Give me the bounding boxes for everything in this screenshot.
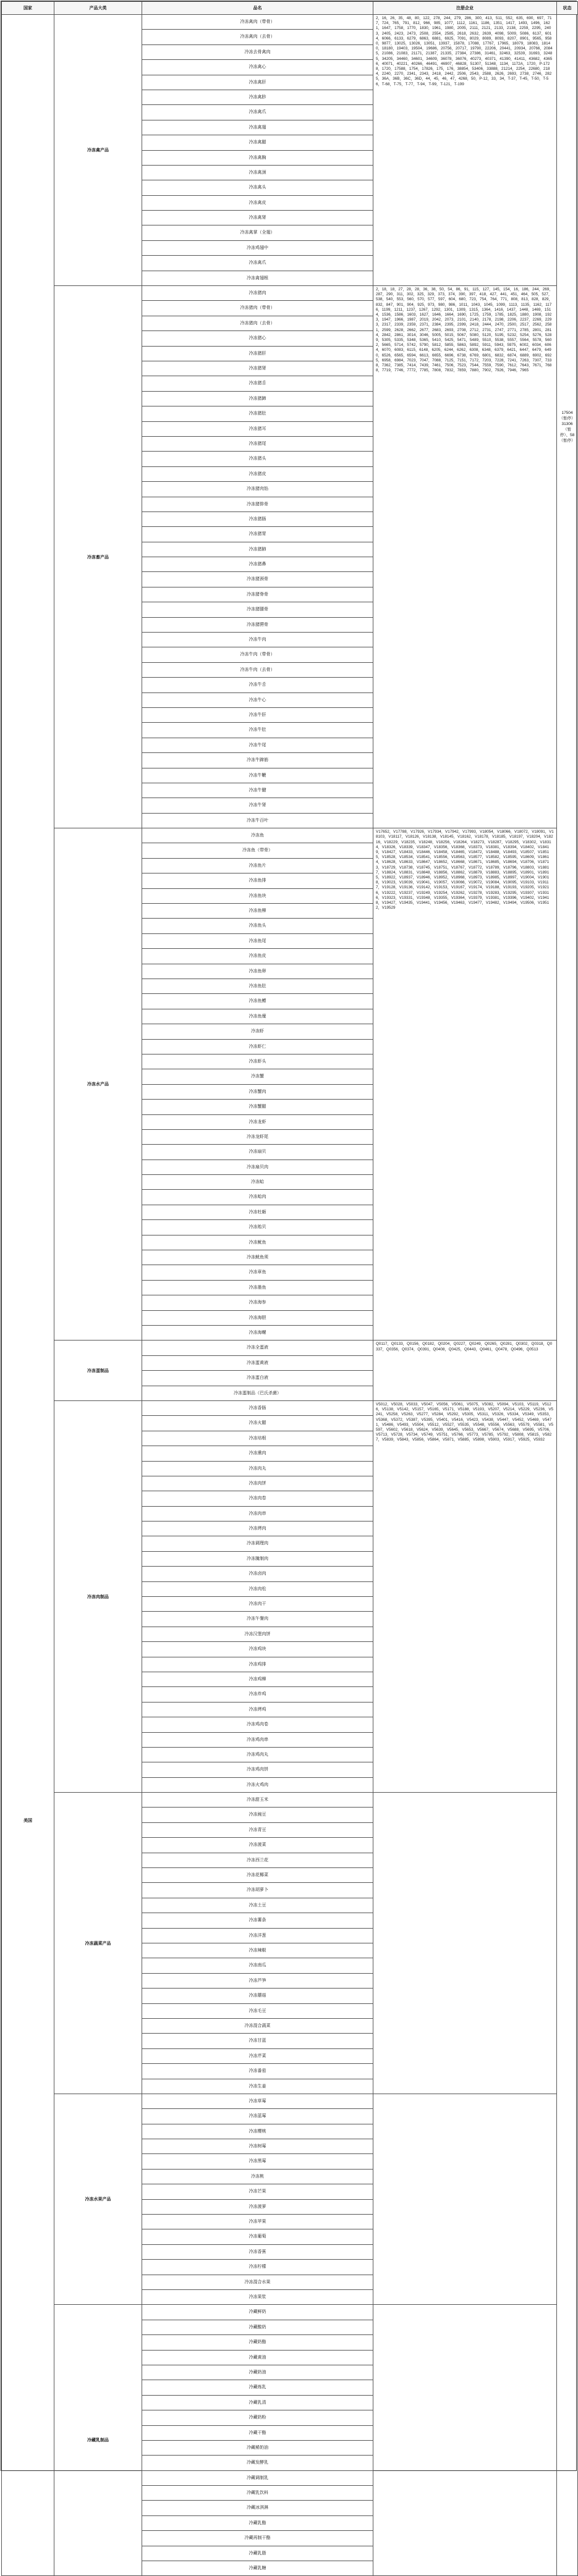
product-cell: 冷冻禽翅 [142, 120, 373, 135]
product-cell: 冷冻猪腿骨 [142, 602, 373, 617]
product-cell: 冷冻鸡肉饼 [142, 1762, 373, 1777]
product-cell: 冷冻蟹肉 [142, 1084, 373, 1099]
product-cell: 冷冻牛肉 [142, 633, 373, 647]
product-cell: 冷冻贻贝 [142, 1220, 373, 1235]
product-cell: 冷冻猪皮 [142, 466, 373, 481]
product-cell: 冷冻树莓 [142, 2139, 373, 2154]
product-cell: 冷冻牛肚 [142, 723, 373, 738]
product-cell: 冷冻扇贝 [142, 1145, 373, 1160]
product-cell: 冷冻香蕉 [142, 2244, 373, 2259]
table-row [2, 286, 578, 301]
product-cell: 冷冻洋葱 [142, 1928, 373, 1943]
product-cell: 冷冻猪腭骨 [142, 617, 373, 632]
product-cell: 冷冻西兰花 [142, 1853, 373, 1867]
product-cell: 冷藏奶粉 [142, 2410, 373, 2425]
product-cell: 冷藏炼乳 [142, 2380, 373, 2395]
product-cell: 冷冻猪头 [142, 452, 373, 466]
product-cell: 冷冻猪肾 [142, 361, 373, 376]
product-cell: 冷冻猪心 [142, 331, 373, 346]
product-cell: 冷冻青豆 [142, 1822, 373, 1837]
product-cell: 冷冻葡萄 [142, 2229, 373, 2244]
table-row [2, 1341, 578, 1355]
category-cell: 冷冻水果产品 [54, 2094, 142, 2304]
product-cell: 冷冻猪耳 [142, 421, 373, 436]
product-cell: 冷冻肉丸 [142, 1461, 373, 1476]
product-cell: 冷冻芦笋 [142, 1973, 373, 1988]
product-cell: 冷冻鱼肚 [142, 979, 373, 994]
product-cell: 冷冻汉堡肉饼 [142, 1627, 373, 1641]
product-cell: 冷冻蛤 [142, 1175, 373, 1190]
product-cell: 冷冻番茄 [142, 2064, 373, 2079]
product-cell: 冷冻猪肉 [142, 286, 373, 301]
header-region: 国家 [2, 2, 54, 15]
product-cell: 冷冻牛百叶 [142, 813, 373, 828]
product-cell: 冷冻蘑菇 [142, 1989, 373, 2003]
product-cell: 冷冻猪蹄 [142, 391, 373, 406]
enterprise-codes-cell [373, 2305, 557, 2576]
product-cell: 冷冻鱼皮 [142, 949, 373, 964]
product-cell: 冷藏干酪 [142, 2425, 373, 2440]
product-cell: 冷冻肉饼 [142, 1476, 373, 1491]
product-cell: 冷冻菠萝 [142, 2199, 373, 2214]
table-row [2, 2305, 578, 2320]
category-cell: 冷冻蛋制品 [54, 1341, 142, 1401]
product-cell: 冷冻扇贝肉 [142, 1160, 373, 1174]
product-cell: 冷冻猪肺 [142, 542, 373, 557]
product-cell: 冷冻牛肉（带骨） [142, 647, 373, 662]
product-cell: 冷冻熏肉 [142, 1446, 373, 1461]
product-cell: 冷冻猪肉（去骨） [142, 316, 373, 330]
product-cell: 冷冻牛舌 [142, 678, 373, 692]
product-cell: 冷藏黄油 [142, 2350, 373, 2365]
product-cell: 冷冻胡萝卜 [142, 1883, 373, 1898]
product-cell: 冷藏乳清 [142, 2395, 373, 2410]
product-cell: 冷冻禽皮 [142, 195, 373, 210]
product-cell: 冷冻鱼（带骨） [142, 843, 373, 858]
product-cell: 冷冻虾仁 [142, 1039, 373, 1054]
enterprise-codes-cell: V17652，V17788，V17926，V17934，V17942，V17993，V18054，V18066，V18072，V18091，V18103，V18117，V18126，V18138，V18145，V18162，V18178，V18185，V18197，V18204，V18216，V18229，V18235，V18248，V18256，V18264，V18273，V18287，V18295，V18302，V18314，V18326，V18339，V18347，V18356，V18368，V18373，V18381，V18394，V18402，V18419，V18427，V18433，V18446，V18458，V18465，V18472，V18488，V18493，V18507，V18515，V18528，V18534，V18541，V18556，V18563，V18577，V18582，V18595，V18609，V18614，V18628，V18633，V18647，V18652，V18668，V18671，V18685，V18694，V18706，V18713，V18729，V18738，V18745，V18751，V18767，V18772，V18789，V18796，V18803，V18817，V18824，V18831，V18848，V18856，V18862，V18879，V18883，V18895，V18901，V18915，V18922，V18937，V18946，V18952，V18968，V18973，V18985，V18997，V19004，V19018，V19023，V19039，V19041，V19057，V19066，V19072，V19084，V19095，V19103，V19117，V19128，V19136，V19142，V19153，V19167，V19174，V19188，V19193，V19205，V19216，V19222，V19237，V19249，V19254，V19262，V19278，V19283，V19295，V19307，V19316，V19323，V19331，V19348，V19355，V19364，V19379，V19381，V19396，V19402，V19418，V19427，V19435，V19441，V19456，V19463，V19477，V19482，V19494，V19506，V19512，V19529 [373, 828, 557, 1341]
product-cell: 冷冻鱼排 [142, 873, 373, 888]
enterprise-codes-cell: 2，18，18，27，28，28，36，38，50，54，86，91，115，127，145，154，16，186，244，269，287，290，311，302，325，329，373，374，390，397，418，427，441，451，464，505，527，538，540，553，560，570，577，597，604，680，723，754，764，771，808，813，828，829，832，847，901，904，925，973，980，986，1011，1043，1045，1099，1113，1135，1162，1176，1199，1211，1237，1267，1292，1301，1309，1315，1364，1416，1437，1448，1469，1514，1536，1586，1603，1627，1646，1664，1690，1725，1759，1785，1825，1880，1908，1923，1947，1966，1987，2019，2042，2073，2101，2140，2178，2198，2206，2237，2269，2293，2317，2339，2359，2371，2384，2395，2399，2418，2444，2470，2500，2517，2562，2581，2599，2628，2662，2677，2683，2693，2708，2712，2731，2747，2771，2785，2801，2814，2842，2861，3014，3046，5005，5015，5067，5080，5120，5195，5232，5254，5276，5289，5305，5335，5348，5365，5410，5425，5471，5489，5510，5538，5557，5564，5578，5602，5665，5714，5742，5790，5812，5855，5863，5892，5911，5943，5975，6002，6034，6064，6070，6083，6115，6148，6205，6244，6262，6308，6348，6379，6421，6447，6479，6490，6526，6565，6594，6613，6655，6696，6738，6769，6801，6832，6874，6889，6902，6925，6958，6984，7023，7047，7088，7125，7151，7172，7203，7228，7241，7263，7307，7338，7362，7385，7414，7439，7461，7506，7523，7544，7559，7590，7612，7643，7671，7688，7719，7746，7772，7785，7808，7832，7859，7880，7902，7926，7946，7965 [373, 286, 557, 828]
product-cell: 冷冻牛腱 [142, 783, 373, 798]
product-cell: 冷冻鸡柳 [142, 1672, 373, 1686]
registration-table [1, 1, 578, 2576]
product-cell: 冷藏乳酪 [142, 2515, 373, 2530]
product-cell: 冷冻龙虾尾 [142, 1129, 373, 1144]
header-remark: 状态 [557, 2, 578, 15]
product-cell: 冷冻鸡肉串 [142, 1732, 373, 1747]
product-cell: 冷冻蛋黄液 [142, 1355, 373, 1370]
product-cell: 冷冻鱿鱼 [142, 1235, 373, 1250]
product-cell: 冷冻蟹 [142, 1069, 373, 1084]
product-cell: 冷冻鱼鳔 [142, 994, 373, 1009]
product-cell: 冷藏乳饮料 [142, 2486, 373, 2501]
table-row [2, 15, 578, 30]
product-cell: 冷冻薯条 [142, 1913, 373, 1928]
category-cell: 冷冻蔬菜产品 [54, 1793, 142, 2094]
product-cell: 冷冻混合水果 [142, 2275, 373, 2289]
product-cell: 冷冻猪舌 [142, 376, 373, 391]
product-cell: 冷冻芹菜 [142, 2048, 373, 2063]
product-cell: 冷冻去骨禽肉 [142, 44, 373, 59]
product-cell: 冷冻肉松 [142, 1581, 373, 1596]
table-body [2, 15, 578, 2576]
product-cell: 冷冻鱼糜 [142, 1009, 373, 1024]
product-cell: 冷冻毛豆 [142, 2003, 373, 2018]
product-cell: 冷冻甜玉米 [142, 1793, 373, 1808]
product-cell: 冷冻炸鸡 [142, 1687, 373, 1702]
product-cell: 冷冻禽颈 [142, 165, 373, 180]
product-cell: 冷冻辣椒 [142, 1943, 373, 1958]
product-cell: 冷冻鱼卵 [142, 964, 373, 979]
enterprise-codes-cell [373, 1793, 557, 2094]
enterprise-codes-cell: 2，16，26，35，48，80，122，278，244，279，286，300，413，511，552，635，690，697，717，724，765，791，812，966，985，1077，1112，1161，1186，1351，1417，1493，1496，1621，1647，1758，1770，1830，1961，1980，2005，2111，2121，2133，2138，2259，2295，2403，2405，2423，2473，2508，2554，2585，2618，2632，2639，4098，5009，5086，6137，6014，6066，6133，6279，6863，6881，6925，7091，8029，8089，8093，8207，8901，9565，9580，9877，13025，13026，13051，13937，15878，17088，17767，17965，18079，18083，18140，18180，19403，19504，19686，20756，20717，19790，22206，20441，20934，20766，20845，21086，21083，21171，21387，21335，27384，27386，31461，32463，32539，31693，32485，34205，34460，34601，34609，36078，36076，40273，40371，41390，41411，43682，43656，40071，40221，40266，46491，46907，46828，51307，51348，1134，1172A，1720，P-1728，1720，17588，1754，17826，175，176，38854，53406，33888，21214，2254，22680，2184，2240，2270，2341，2343，2418，2442，2506，2543，2588，2626，2693，2738，2746，2825，36A，36B，36C，36D，44，45，46，47，4268，50，P-12，33，34，T-37，T-45，T-50，T-56，T-68，T-75，T-77，T-94，T-99，T-121，T-199 [373, 15, 557, 286]
header-enterprises: 注册企业 [373, 2, 557, 15]
product-cell: 冷冻黑莓 [142, 2154, 373, 2169]
product-cell: 冷冻鱼柳 [142, 904, 373, 919]
product-cell: 冷冻鱼块 [142, 888, 373, 903]
product-cell: 冷冻鸡肉卷 [142, 1717, 373, 1732]
category-cell: 冷藏乳制品 [54, 2305, 142, 2576]
product-cell: 冷冻香肠 [142, 1400, 373, 1415]
enterprise-codes-cell [373, 2094, 557, 2304]
product-cell: 冷藏奶酪 [142, 2335, 373, 2350]
product-cell: 冷冻猪肉（带骨） [142, 301, 373, 316]
product-cell: 冷藏冰淇淋 [142, 2501, 373, 2515]
product-cell: 冷冻牛肝 [142, 707, 373, 722]
product-cell: 冷冻虾 [142, 1024, 373, 1039]
product-cell: 冷冻禽爪 [142, 256, 373, 271]
product-cell: 冷冻肉串 [142, 1506, 373, 1521]
table-row [2, 1793, 578, 1808]
table-header-row [2, 2, 578, 15]
product-cell: 冷藏乳脂 [142, 2546, 373, 2561]
table-row [2, 828, 578, 843]
product-cell: 冷冻猪排骨 [142, 497, 373, 511]
product-cell: 冷冻肉干 [142, 1597, 373, 1612]
product-cell: 冷冻土豆 [142, 1898, 373, 1913]
product-cell: 冷冻海螺 [142, 1325, 373, 1340]
header-product: 品名 [142, 2, 373, 15]
product-cell: 冷藏稀奶油 [142, 2440, 373, 2455]
product-cell: 冷冻禽肝 [142, 75, 373, 90]
product-cell: 冷冻禽肉（带骨） [142, 15, 373, 30]
product-cell: 冷藏奶油 [142, 2365, 373, 2380]
product-cell: 冷冻猪脊骨 [142, 587, 373, 602]
product-cell: 冷冻混合蔬菜 [142, 2018, 373, 2033]
product-cell: 冷冻牛肾 [142, 798, 373, 813]
product-cell: 冷冻肉卷 [142, 1491, 373, 1506]
product-cell: 冷冻苹果 [142, 2215, 373, 2229]
table-row [2, 2094, 578, 2108]
category-cell: 冷冻禽产品 [54, 15, 142, 286]
product-cell: 冷冻蛋白液 [142, 1371, 373, 1386]
category-cell: 冷冻肉制品 [54, 1400, 142, 1792]
product-cell: 冷冻猪肠 [142, 511, 373, 526]
product-cell: 冷冻腌制肉 [142, 1551, 373, 1566]
product-cell: 冷藏再制干酪 [142, 2531, 373, 2546]
product-cell: 冷冻蓝莓 [142, 2109, 373, 2124]
product-cell: 冷冻培根 [142, 1431, 373, 1446]
product-cell: 冷冻龙虾 [142, 1114, 373, 1129]
product-cell: 冷冻鸡排 [142, 1657, 373, 1672]
product-cell: 冷冻菠菜 [142, 1838, 373, 1853]
registration-table-container [1, 1, 577, 2571]
product-cell: 冷冻墨鱼 [142, 1280, 373, 1295]
product-cell: 冷冻虾头 [142, 1054, 373, 1069]
region-cell: 美国 [2, 15, 54, 2576]
header-category: 产品大类 [54, 2, 142, 15]
product-cell: 冷藏发酵乳 [142, 2456, 373, 2470]
product-cell: 冷藏乳糖 [142, 2561, 373, 2576]
product-cell: 冷冻蟹腿 [142, 1100, 373, 1114]
product-cell: 冷冻桃 [142, 2169, 373, 2184]
product-cell: 冷冻禽胗 [142, 90, 373, 104]
product-cell: 冷冻豌豆 [142, 1808, 373, 1822]
product-cell: 冷冻火腿 [142, 1416, 373, 1431]
enterprise-codes-cell: Q0117，Q0133，Q0156，Q0182，Q0204，Q0227，Q0249，Q0265，Q0281，Q0302，Q0318，Q0337，Q0356，Q0374，Q0391，Q0408，Q0425，Q0443，Q0461，Q0478，Q0496，Q0513 [373, 1341, 557, 1401]
product-cell: 冷藏调制乳 [142, 2470, 373, 2485]
product-cell: 冷冻柠檬 [142, 2260, 373, 2275]
product-cell: 冷冻禽肉（去骨） [142, 30, 373, 44]
product-cell: 冷冻猪肚 [142, 406, 373, 421]
product-cell: 冷冻海胆 [142, 1310, 373, 1325]
product-cell: 冷冻禽翅根 [142, 271, 373, 285]
product-cell: 冷冻海参 [142, 1295, 373, 1310]
remark-cell: 17504（暂停）31306（暂停）、58（暂停） [557, 15, 578, 2576]
category-cell: 冷冻水产品 [54, 828, 142, 1341]
table-row [2, 1400, 578, 1415]
product-cell: 冷冻猪尾 [142, 436, 373, 451]
product-cell: 冷冻花椰菜 [142, 1868, 373, 1883]
product-cell: 冷冻草莓 [142, 2094, 373, 2108]
product-cell: 冷冻禽肾 [142, 211, 373, 225]
product-cell: 冷冻禽头 [142, 180, 373, 195]
product-cell: 冷冻芒果 [142, 2184, 373, 2199]
product-cell: 冷冻果浆 [142, 2289, 373, 2304]
product-cell: 冷冻章鱼 [142, 1265, 373, 1280]
product-cell: 冷冻牡蛎 [142, 1205, 373, 1219]
product-cell: 冷冻蛤肉 [142, 1190, 373, 1205]
product-cell: 冷冻禽腿 [142, 135, 373, 150]
product-cell: 冷冻甘蓝 [142, 2034, 373, 2048]
product-cell: 冷冻牛鞭 [142, 768, 373, 783]
product-cell: 冷冻禽掌（全翅） [142, 225, 373, 240]
product-cell: 冷冻烤鸡 [142, 1702, 373, 1717]
product-cell: 冷冻猪肉馅 [142, 482, 373, 497]
product-cell: 冷冻火鸡肉 [142, 1777, 373, 1792]
product-cell: 冷冻猪胃 [142, 527, 373, 542]
product-cell: 冷冻卤肉 [142, 1567, 373, 1581]
product-cell: 冷冻鱼片 [142, 858, 373, 873]
product-cell: 冷冻蛋制品（巴氏杀菌） [142, 1386, 373, 1400]
product-cell: 冷冻牛心 [142, 692, 373, 707]
product-cell: 冷冻牛蹄筋 [142, 753, 373, 768]
product-cell: 冷藏鲜奶 [142, 2305, 373, 2320]
product-cell: 冷冻猪肝 [142, 346, 373, 361]
product-cell: 冷冻鱿鱼须 [142, 1250, 373, 1265]
product-cell: 冷冻鸡翅中 [142, 240, 373, 255]
product-cell: 冷冻全蛋液 [142, 1341, 373, 1355]
product-cell: 冷冻生姜 [142, 2079, 373, 2094]
product-cell: 冷冻调理肉 [142, 1536, 373, 1551]
product-cell: 冷藏酸奶 [142, 2320, 373, 2334]
product-cell: 冷冻鸡块 [142, 1642, 373, 1657]
product-cell: 冷冻鱼尾 [142, 933, 373, 948]
product-cell: 冷冻猪颈骨 [142, 572, 373, 587]
product-cell: 冷冻鱼 [142, 828, 373, 843]
product-cell: 冷冻猪鼻 [142, 557, 373, 572]
product-cell: 冷冻禽爪 [142, 105, 373, 120]
product-cell: 冷冻南瓜 [142, 1958, 373, 1973]
product-cell: 冷冻禽心 [142, 60, 373, 75]
product-cell: 冷冻禽胸 [142, 150, 373, 165]
category-cell: 冷冻畜产品 [54, 286, 142, 828]
product-cell: 冷冻樱桃 [142, 2124, 373, 2139]
enterprise-codes-cell: V5012，V5028，V5033，V5047，V5056，V5061，V5075，V5082，V5094，V5103，V5119，V5126，V5138，V5142，V5157，V5165，V5171，V5188，V5193，V5207，V5214，V5229，V5236，V5241，V5258，V5263，V5277，V5284，V5292，V5305，V5311，V5326，V5334，V5349，V5353，V5368，V5372，V5387，V5395，V5401，V5416，V5423，V5438，V5447，V5452，V5469，V5471，V5486，V5493，V5504，V5512，V5527，V5535，V5548，V5556，V5563，V5579，V5581，V5597，V5602，V5618，V5624，V5639，V5645，V5653，V5667，V5674，V5688，V5695，V5706，V5713，V5728，V5734，V5749，V5751，V5766，V5773，V5785，V5792，V5808，V5815，V5827，V5839，V5843，V5856，V5864，V5871，V5885，V5898，V5903，V5917，V5925，V5932 [373, 1400, 557, 1792]
product-cell: 冷冻午餐肉 [142, 1612, 373, 1627]
product-cell: 冷冻鱼头 [142, 919, 373, 933]
product-cell: 冷冻鸡肉丸 [142, 1747, 373, 1762]
product-cell: 冷冻烤肉 [142, 1522, 373, 1536]
product-cell: 冷冻牛尾 [142, 738, 373, 752]
product-cell: 冷冻牛肉（去骨） [142, 662, 373, 677]
